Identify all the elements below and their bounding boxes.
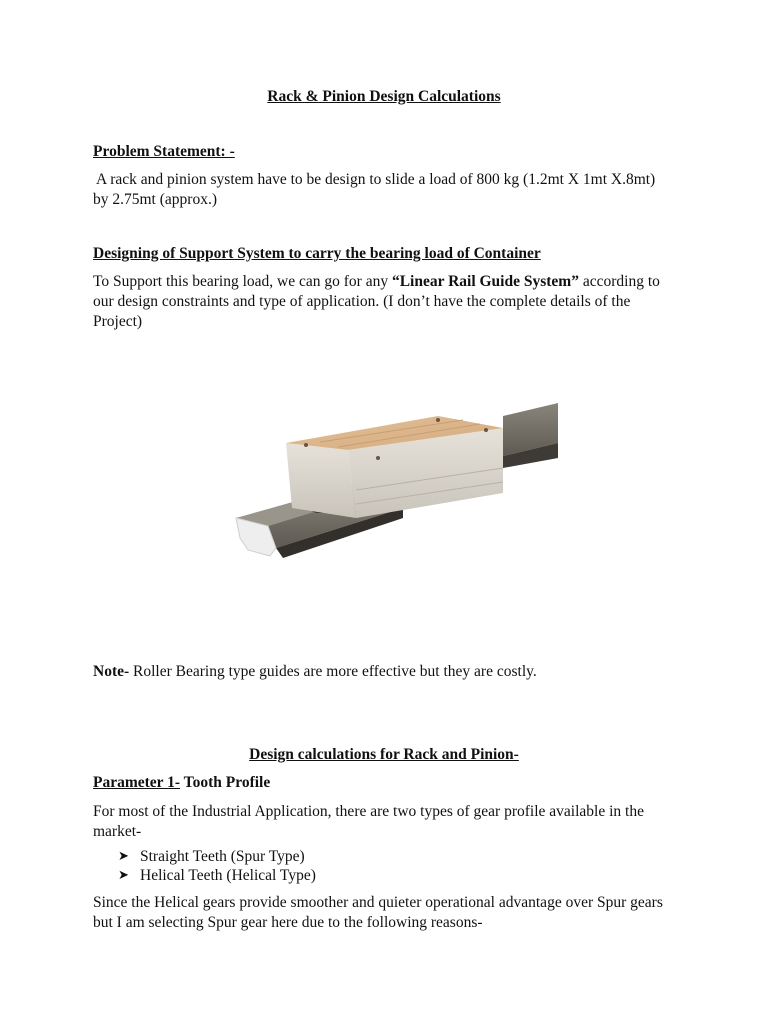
parameter-1-heading xyxy=(93,774,270,792)
note-paragraph xyxy=(93,662,693,682)
document-title: Rack & Pinion Design Calculations xyxy=(267,88,501,105)
linear-rail-guide-illustration xyxy=(228,398,558,568)
problem-statement-text xyxy=(93,170,693,210)
gear-profile-text xyxy=(93,802,693,842)
note-text: Roller Bearing type guides are more effective but they are costly. xyxy=(129,663,537,680)
reason-line-1: Since the Helical gears provide smoother and quieter operational advantage over Spur gears xyxy=(93,894,663,911)
linear-rail-guide-image xyxy=(228,398,558,568)
list-item xyxy=(118,866,316,885)
support-text-post: according to xyxy=(578,273,660,290)
list-item-text: Straight Teeth (Spur Type) xyxy=(140,848,305,865)
problem-line-2: by 2.75mt (approx.) xyxy=(93,191,217,208)
arrow-bullet-icon: ➤ xyxy=(118,849,129,864)
support-line-3: Project) xyxy=(93,313,143,330)
arrow-bullet-icon: ➤ xyxy=(118,868,129,883)
support-system-text xyxy=(93,272,693,332)
parameter-1-title: Tooth Profile xyxy=(180,774,271,791)
support-line-1 xyxy=(93,272,693,292)
profile-line-2: market- xyxy=(93,823,142,840)
support-text-pre: To Support this bearing load, we can go for any xyxy=(93,273,392,290)
support-system-heading: Designing of Support System to carry the bearing load of Container xyxy=(93,245,541,262)
gear-type-list xyxy=(118,847,316,885)
list-item xyxy=(118,847,316,866)
problem-statement-heading: Problem Statement: - xyxy=(93,143,235,160)
problem-line-1: A rack and pinion system have to be design to slide a load of 800 kg (1.2mt X 1mt X.8mt) xyxy=(93,171,656,188)
selection-reason-text xyxy=(93,893,693,933)
list-item-text: Helical Teeth (Helical Type) xyxy=(140,867,316,884)
linear-rail-guide-term: “Linear Rail Guide System” xyxy=(391,273,579,290)
support-line-2: our design constraints and type of application. (I don’t have the complete details of the xyxy=(93,293,631,310)
design-calculations-heading: Design calculations for Rack and Pinion- xyxy=(249,746,519,763)
parameter-1-label: Parameter 1- xyxy=(93,774,181,791)
reason-line-2: but I am selecting Spur gear here due to the following reasons- xyxy=(93,914,483,931)
profile-line-1: For most of the Industrial Application, there are two types of gear profile available in the xyxy=(93,803,644,820)
note-label: Note- xyxy=(93,663,130,680)
